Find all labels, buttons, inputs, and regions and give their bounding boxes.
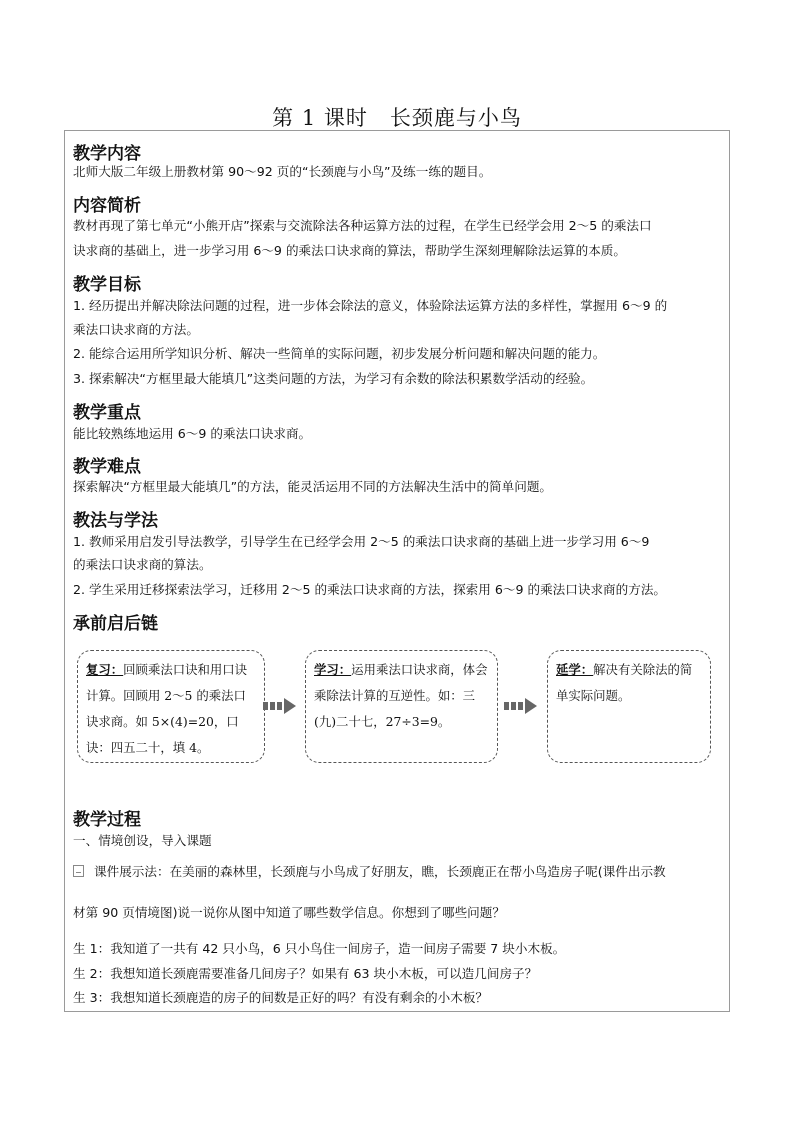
study-text: 运用乘法口诀求商，体会乘除法计算的互逆性。如：三(九)二十七，27÷3=9。 — [314, 662, 488, 729]
arrow-icon — [263, 698, 299, 714]
heading-methods: 教法与学法 — [73, 511, 158, 531]
teaching-content-text: 北师大版二年级上册教材第 90～92 页的“长颈鹿与小鸟”及练一练的题目。 — [73, 164, 492, 179]
study-box — [305, 650, 498, 763]
summary-line-1: 教材再现了第七单元“小熊开店”探索与交流除法各种运算方法的过程，在学生已经学会用 2～5 的乘法口 — [73, 218, 652, 233]
heading-key-points: 教学重点 — [73, 403, 141, 423]
method-1-line-1: 1. 教师采用启发引导法教学，引导学生在已经学会用 2～5 的乘法口诀求商的基础上进一步学习用 6～9 — [73, 534, 650, 549]
heading-teaching-goals: 教学目标 — [73, 275, 141, 295]
goal-1-line-2: 乘法口诀求商的方法。 — [73, 322, 199, 337]
document-icon — [73, 865, 84, 877]
process-intro-text-1: 课件展示法：在美丽的森林里，长颈鹿与小鸟成了好朋友，瞧，长颈鹿正在帮小鸟造房子呢(课件出示教 — [94, 864, 666, 879]
student-1-answer: 生 1：我知道了一共有 42 只小鸟，6 只小鸟住一间房子，造一间房子需要 7 块小木板。 — [73, 941, 566, 956]
goal-2: 2. 能综合运用所学知识分析、解决一些简单的实际问题，初步发展分析问题和解决问题的能力。 — [73, 346, 606, 361]
extend-text: 解决有关除法的简单实际问题。 — [556, 662, 693, 703]
process-intro-line-1 — [73, 864, 723, 880]
difficulties-text: 探索解决“方框里最大能填几”的方法，能灵活运用不同的方法解决生活中的简单问题。 — [73, 479, 553, 494]
study-tag: 学习： — [314, 662, 352, 677]
extend-box — [547, 650, 711, 763]
heading-teaching-process: 教学过程 — [73, 810, 141, 830]
student-2-answer: 生 2：我想知道长颈鹿需要准备几间房子？如果有 63 块小木板，可以造几间房子？ — [73, 966, 538, 981]
arrow-icon — [504, 698, 540, 714]
summary-line-2: 诀求商的基础上，进一步学习用 6～9 的乘法口诀求商的算法，帮助学生深刻理解除法运算的本质。 — [73, 243, 626, 258]
heading-links: 承前启后链 — [73, 614, 158, 634]
method-2: 2. 学生采用迁移探索法学习，迁移用 2～5 的乘法口诀求商的方法，探索用 6～9 的乘法口诀求商的方法。 — [73, 582, 667, 597]
review-box — [77, 650, 265, 763]
goal-3: 3. 探索解决“方框里最大能填几”这类问题的方法，为学习有余数的除法积累数学活动的经验。 — [73, 371, 594, 386]
key-points-text: 能比较熟练地运用 6～9 的乘法口诀求商。 — [73, 426, 312, 441]
student-3-answer: 生 3：我想知道长颈鹿造的房子的间数是正好的吗？有没有剩余的小木板？ — [73, 990, 489, 1005]
goal-1-line-1: 1. 经历提出并解决除法问题的过程，进一步体会除法的意义，体验除法运算方法的多样性，掌握用 6～9 的 — [73, 298, 668, 313]
review-text: 回顾乘法口诀和用口诀计算。回顾用 2～5 的乘法口诀求商。如 5×(4)=20，口诀：四五二十，填 4。 — [86, 662, 248, 755]
extend-tag: 延学： — [556, 662, 594, 677]
review-tag: 复习： — [86, 662, 124, 677]
heading-difficulties: 教学难点 — [73, 457, 141, 477]
heading-content-summary: 内容简析 — [73, 196, 141, 216]
method-1-line-2: 的乘法口诀求商的算法。 — [73, 557, 212, 572]
heading-teaching-content: 教学内容 — [73, 144, 141, 164]
process-subheading-1: 一、情境创设，导入课题 — [73, 833, 212, 848]
lesson-title: 第 1 课时 长颈鹿与小鸟 — [272, 106, 522, 130]
process-intro-line-2: 材第 90 页情境图)说一说你从图中知道了哪些数学信息。你想到了哪些问题？ — [73, 905, 505, 920]
